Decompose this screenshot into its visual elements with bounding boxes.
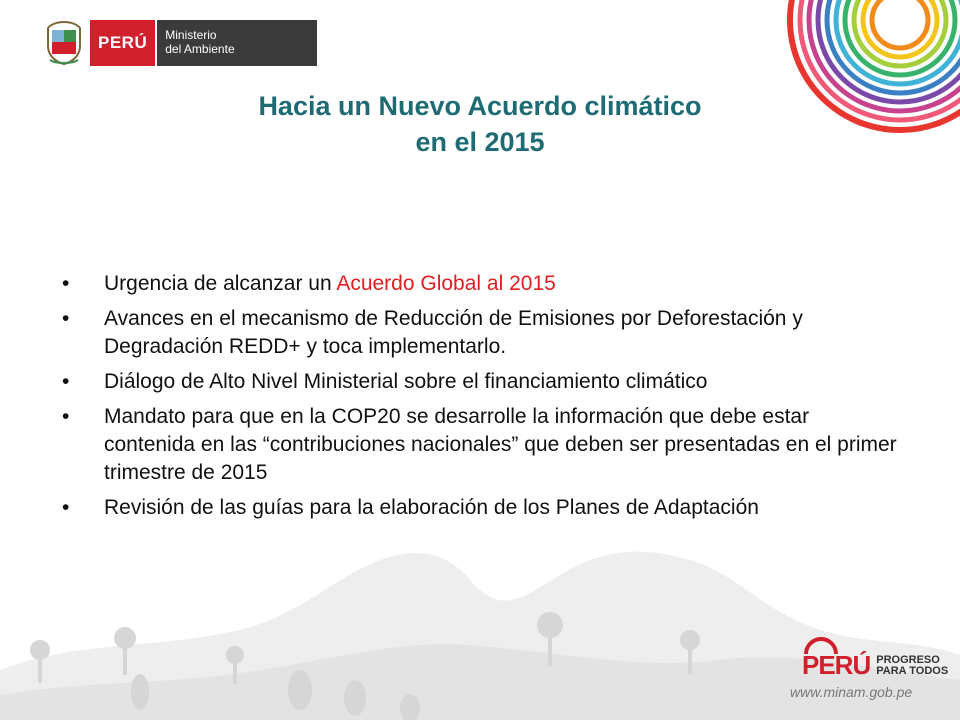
bullet-highlight: Acuerdo Global al 2015 — [336, 272, 556, 295]
coat-of-arms-icon — [44, 20, 84, 66]
bullet-dot: • — [62, 405, 70, 428]
website-url: www.minam.gob.pe — [790, 684, 913, 700]
bullet-item — [60, 368, 900, 396]
brand-row — [802, 650, 948, 681]
peru-label: PERÚ — [90, 20, 155, 66]
tagline-line-2: PARA TODOS — [876, 664, 949, 677]
title-line-2: en el 2015 — [415, 127, 545, 157]
slide-title — [120, 88, 840, 160]
bullet-list — [60, 270, 900, 529]
bullet-text: Mandato para que en la COP20 se desarrolle la información que debe estar contenida en las “contribuciones nacionales” que deben ser presentadas en el primer trimestre de 2015 — [104, 405, 897, 484]
bullet-text: Diálogo de Alto Nivel Ministerial sobre el financiamiento climático — [104, 370, 708, 393]
bullet-dot: • — [62, 307, 70, 330]
bullet-text: Avances en el mecanismo de Reducción de Emisiones por Deforestación y Degradación REDD+ y toca implementarlo. — [104, 307, 803, 358]
bullet-item — [60, 305, 900, 361]
bullet-dot: • — [62, 272, 70, 295]
footer-brand — [790, 632, 950, 712]
brand-peru: PERÚ — [802, 650, 871, 680]
bullet-item — [60, 403, 900, 487]
ministry-line-1: Ministerio — [165, 28, 217, 42]
bullet-text: Revisión de las guías para la elaboración de los Planes de Adaptación — [104, 496, 759, 519]
bullet-text: Urgencia de alcanzar un — [104, 272, 337, 295]
ministry-logo — [44, 20, 317, 66]
bullet-item — [60, 494, 900, 522]
title-line-1: Hacia un Nuevo Acuerdo climático — [258, 91, 702, 121]
bullet-item — [60, 270, 900, 298]
bullet-dot: • — [62, 370, 70, 393]
brand-tagline — [876, 655, 948, 677]
ministry-name — [157, 20, 317, 66]
ministry-line-2: del Ambiente — [165, 42, 235, 56]
bullet-dot: • — [62, 496, 70, 519]
tagline-line-1: PROGRESO — [876, 653, 940, 666]
